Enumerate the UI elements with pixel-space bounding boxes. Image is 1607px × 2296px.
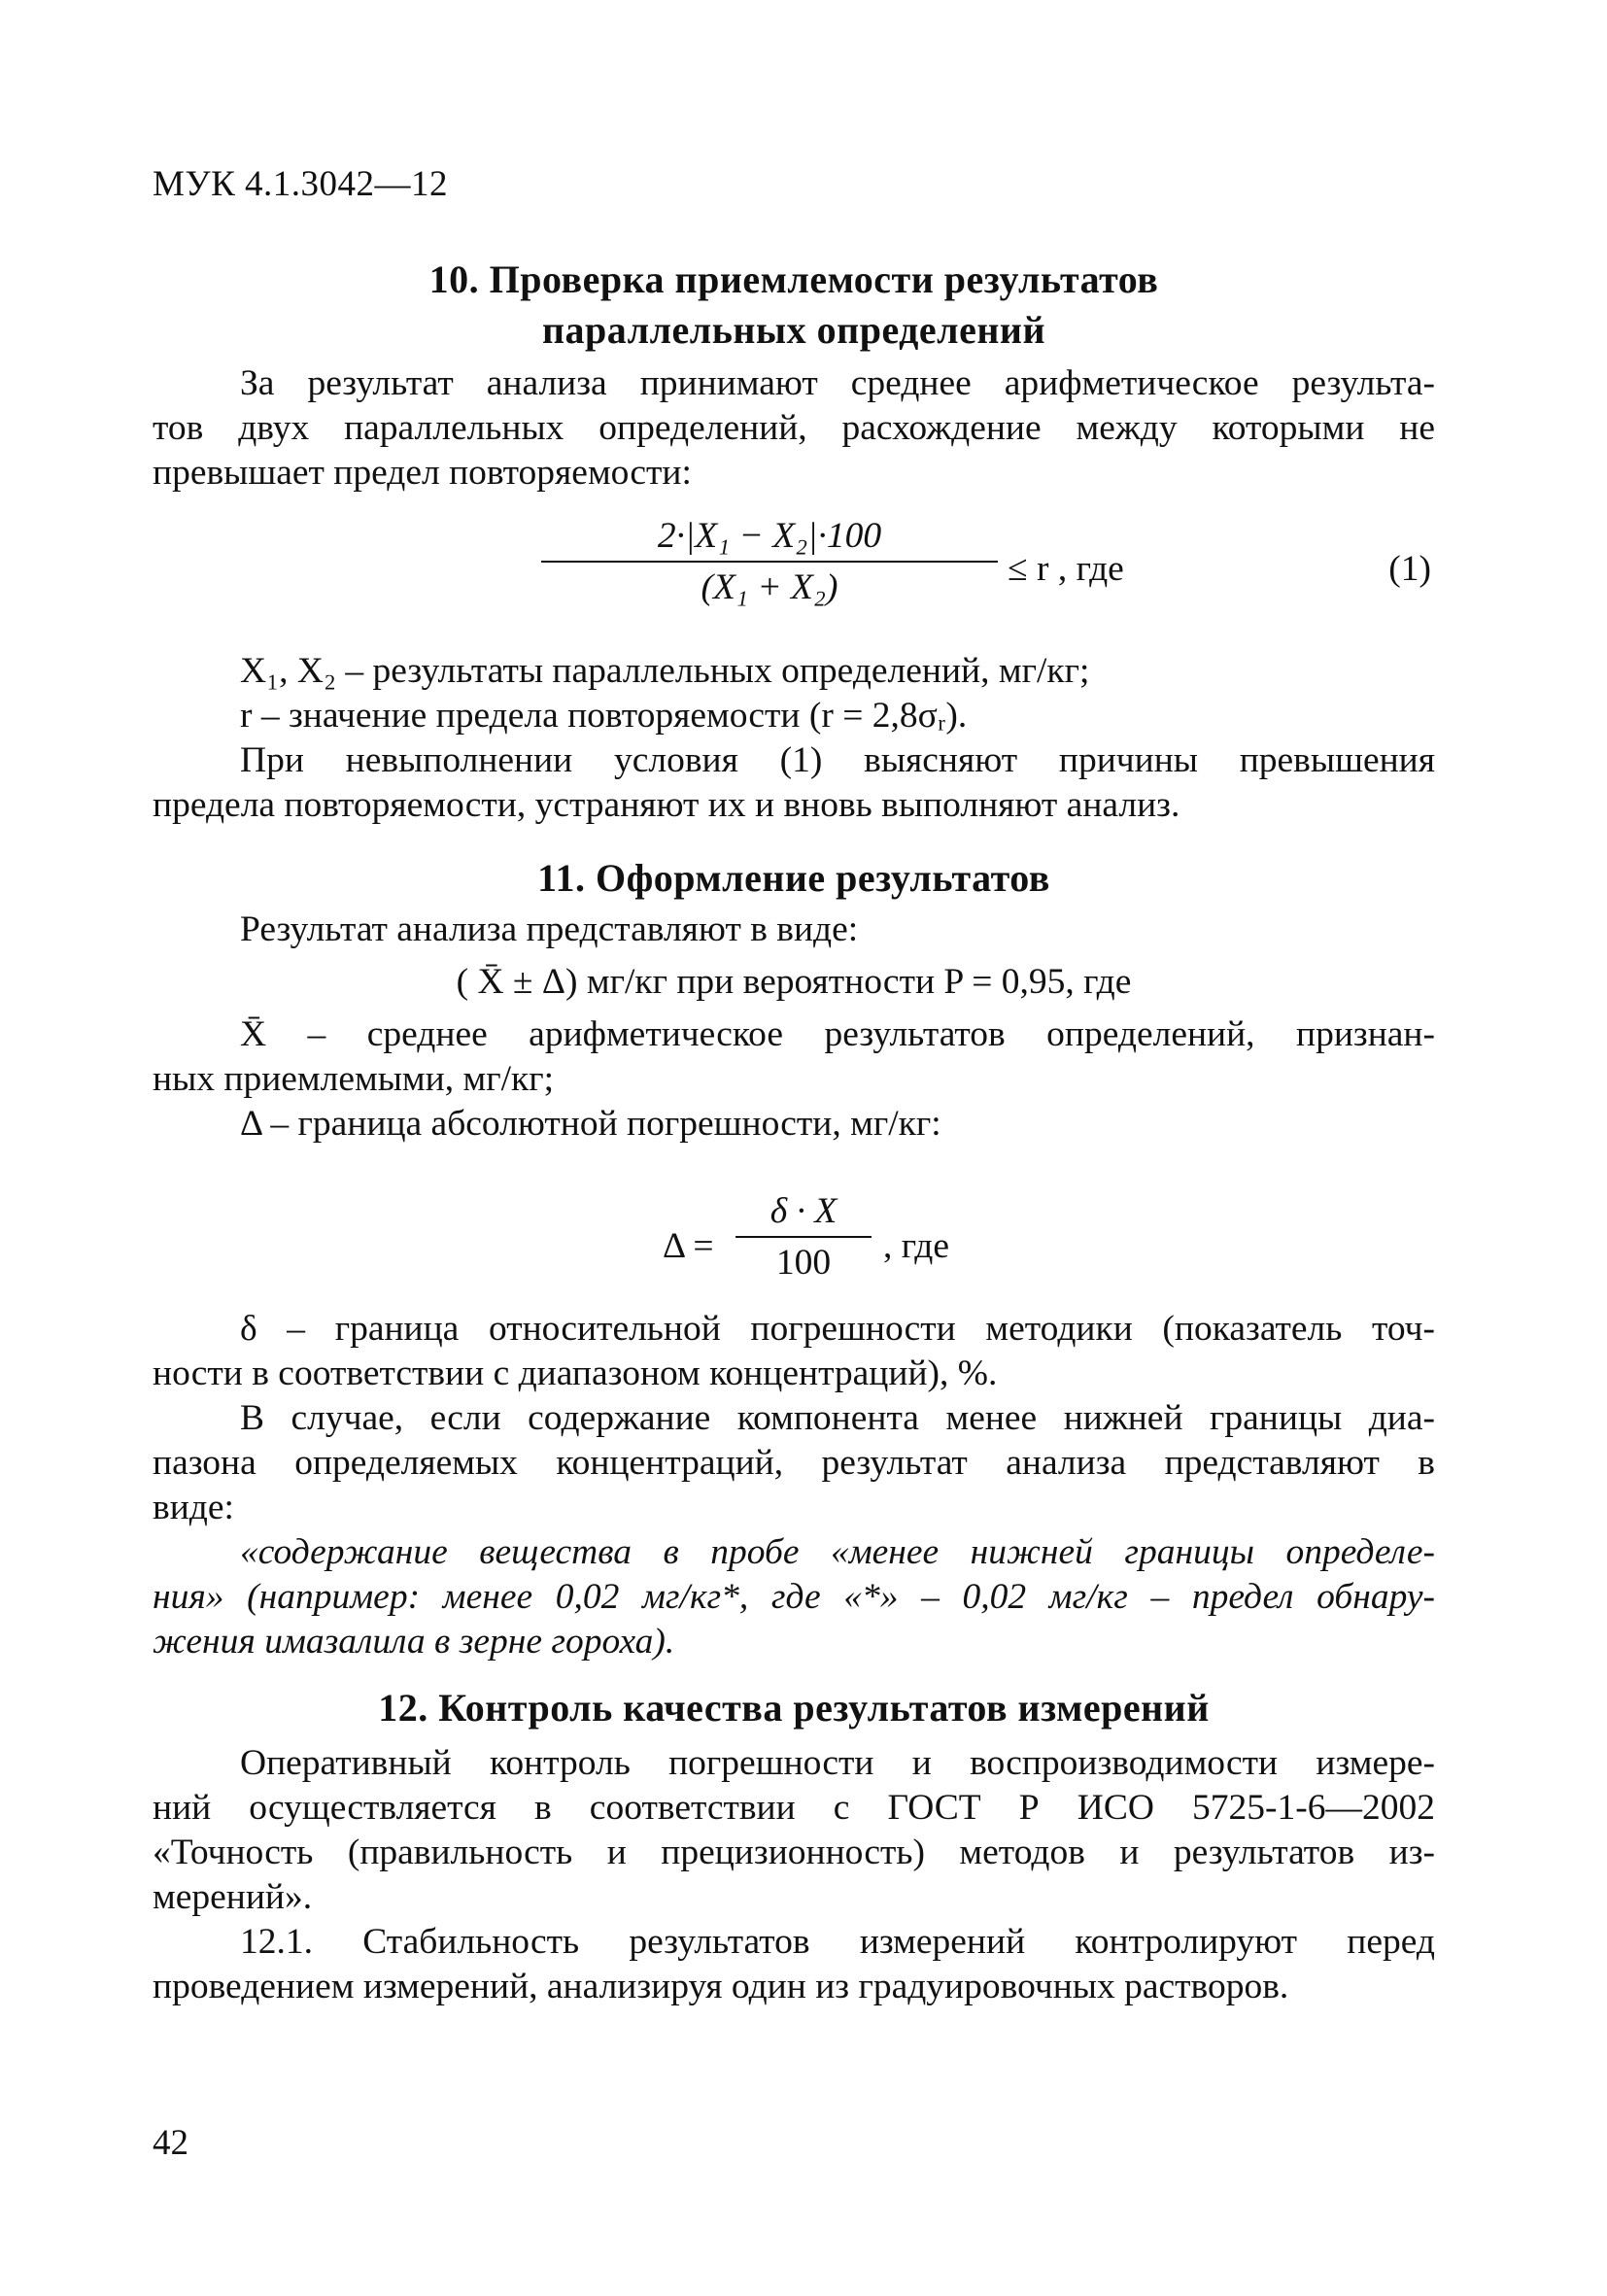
text-line: В случае, если содержание компонента менее нижней границы диа- [240, 1398, 1435, 1438]
formula-2-lhs: Δ = [663, 1226, 714, 1266]
section-10-title-line2: параллельных определений [542, 308, 1045, 352]
section-11 [153, 853, 1435, 1147]
section-11-title: 11. Оформление результатов [537, 856, 1050, 900]
section-10 [153, 255, 1435, 496]
formula-1-label: (1) [1388, 549, 1431, 589]
section-12-title: 12. Контроль качества результатов измерений [378, 1686, 1210, 1730]
formula-1-fraction [541, 515, 998, 608]
text-line: пазона определяемых концентраций, результат анализа представляют в [153, 1443, 1435, 1483]
section-10-paragraph-1 [153, 361, 1435, 496]
text-line: X̄ – среднее арифметическое результатов определений, признан- [240, 1014, 1435, 1054]
text-line: проведением измерений, анализируя один из градуировочных растворов. [153, 1967, 1289, 2006]
italic-line: жения имазалила в зерне гороха). [153, 1622, 675, 1662]
text-line: Δ – граница абсолютной погрешности, мг/кг: [240, 1104, 941, 1144]
section-12 [153, 1683, 1435, 2009]
section-10-title-line1: 10. Проверка приемлемости результатов [428, 257, 1159, 301]
formula-1-denominator: (X₁ + X₂) [701, 567, 838, 607]
result-form: ( X̄ ± Δ) мг/кг при вероятности P = 0,95, где [456, 962, 1132, 1002]
running-header: МУК 4.1.3042—12 [153, 164, 449, 204]
italic-line: ния» (например: менее 0,02 мг/кг*, где «*» – 0,02 мг/кг – предел обнару- [153, 1577, 1435, 1617]
fraction-bar [541, 561, 998, 563]
text-line: ных приемлемыми, мг/кг; [153, 1059, 555, 1099]
formula-2-denominator: 100 [775, 1243, 832, 1283]
text-line: Результат анализа представляют в виде: [240, 909, 859, 949]
formula-2 [153, 1190, 1435, 1307]
text-line: Оперативный контроль погрешности и воспроизводимости измере- [240, 1743, 1435, 1783]
text-line: тов двух параллельных определений, расхождение между которыми не [153, 408, 1435, 448]
text-line: «Точность (правильность и прецизионность) методов и результатов из- [153, 1833, 1435, 1872]
formula-1 [153, 515, 1435, 632]
text-line: 12.1. Стабильность результатов измерений контролируют перед [240, 1922, 1435, 1962]
section-10-title [153, 255, 1435, 356]
formula-2-tail: , где [883, 1226, 949, 1266]
text-line: предела повторяемости, устраняют их и вновь выполняют анализ. [153, 785, 1180, 825]
text-line: δ – граница относительной погрешности методики (показатель точ- [240, 1309, 1435, 1349]
section-11-continued [153, 1307, 1435, 1664]
section-12-paragraph-2 [153, 1920, 1435, 2009]
text-line: мерений». [153, 1877, 313, 1917]
text-line: превышает предел повторяемости: [153, 453, 692, 493]
formula-1-numerator: 2·|X₁ − X₂|·100 [657, 516, 882, 556]
text-line: За результат анализа принимают среднее арифметическое результа- [240, 363, 1435, 403]
text-line: ний осуществляется в соответствии с ГОСТ Р ИСО 5725-1-6—2002 [153, 1788, 1435, 1828]
text-line: При невыполнении условия (1) выясняют причины превышения [240, 740, 1435, 780]
formula-1-tail: ≤ r , где [1008, 549, 1124, 589]
page-number: 42 [153, 2123, 188, 2163]
definition-x1-x2: X₁, X₂ – результаты параллельных определений, мг/кг; [240, 651, 1090, 691]
text-line: виде: [153, 1488, 234, 1527]
section-12-paragraph-1 [153, 1741, 1435, 1920]
text-line: ности в соответствии с диапазоном концентраций), %. [153, 1354, 998, 1393]
definition-r: r – значение предела повторяемости (r = 2,8σᵣ). [240, 696, 968, 736]
fraction-bar [735, 1236, 872, 1238]
section-10-definitions [153, 649, 1435, 828]
formula-2-fraction [735, 1190, 872, 1284]
formula-2-numerator: δ · X [769, 1191, 838, 1231]
italic-line: «содержание вещества в пробе «менее нижней границы определе- [240, 1532, 1435, 1572]
